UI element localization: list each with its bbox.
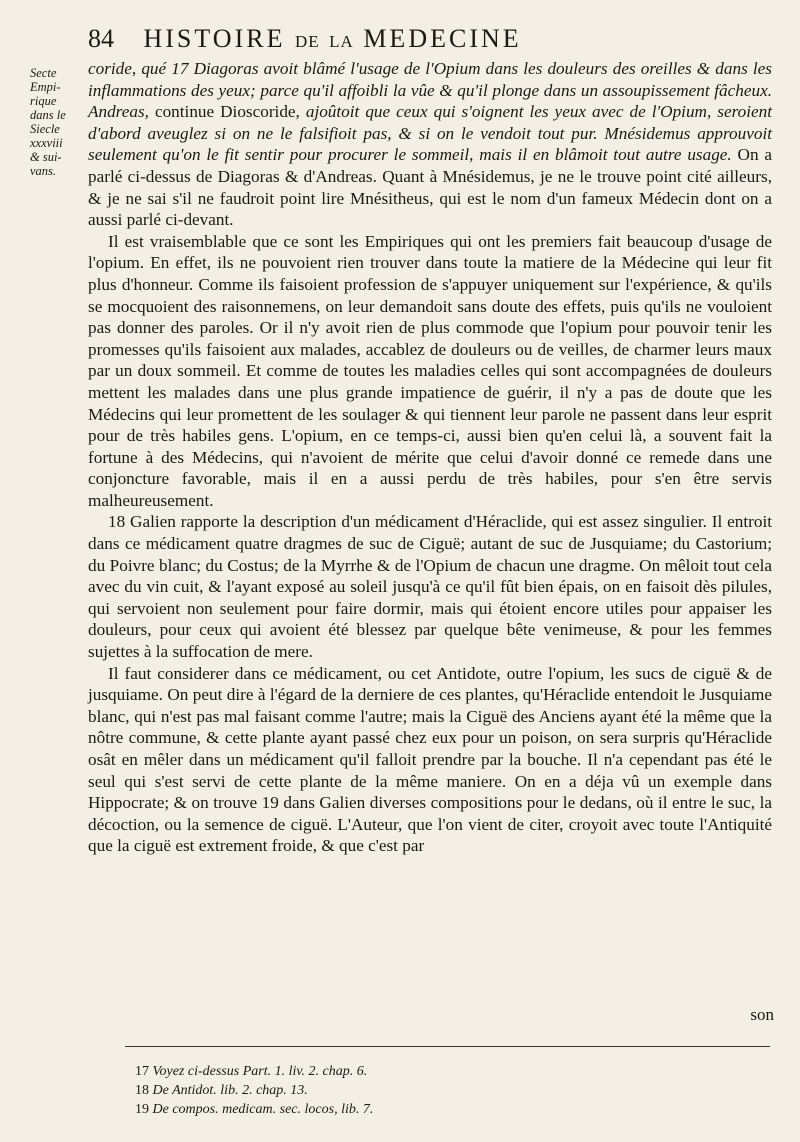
body-text — [88, 58, 772, 857]
header-title-word-2: DE — [294, 32, 320, 51]
page-number: 84 — [88, 24, 114, 53]
margin-note-line: Empi- — [30, 80, 61, 94]
margin-note-line: rique — [30, 94, 57, 108]
footnote-text: De compos. medicam. sec. locos, lib. 7. — [152, 1102, 374, 1117]
footnote-number: 18 — [135, 1083, 149, 1098]
quote-part-4: On a parlé ci-dessus de Diagoras & d'Andreas. Quant à Mnésidemus, je ne le trouve point cité ailleurs, & je ne sai s'il ne faudroit point lire Mnésitheus, qui est le nom d'un fameux Médecin dont on a aussi parlé ci-devant. — [88, 145, 773, 230]
footnote — [135, 1062, 755, 1081]
running-header — [88, 24, 748, 58]
paragraph-galien: 18 Galien rapporte la description d'un médicament d'Héraclide, qui est assez singulier. Il entroit dans ce médicament quatre dragmes de suc de Ciguë; autant de suc de Jusquiame; du Castorium; du Poivre blanc; du Costus; de la Myrrhe & de l'Opium de chacun une dragme. On mêloit tout cela avec du vin cuit, & l'ayant exposé au soleil jusqu'à ce qu'il fût bien épais, on en faisoit dès pilules, qui servoient non seulement pour faire dormir, mais qui étoient encore utiles pour appaiser les douleurs, pour ceux qui avoient été blessez par quelque bête venimeuse, & pour les femmes sujettes à la suffocation de mere. — [88, 512, 772, 662]
paragraph-antidote: Il faut considerer dans ce médicament, ou cet Antidote, outre l'opium, les sucs de ciguë & de jusquiame. On peut dire à l'égard de la derniere de ces plantes, qu'Héraclide entendoit le Jusquiame blanc, qui n'est pas mal faisant comme l'autre; mais la Ciguë des Anciens ayant été la même que la nôtre commune, & cette plante ayant passé chez eux pour un poison, on sera surpris qu'Héraclide osât en mêler dans un médicament qu'il falloit prendre par la bouche. Il n'a cependant pas été le seul qui s'est servi de cette plante de la même maniere. On en a déja vû un exemple dans Hippocrate; & on trouve 19 dans Galien diverses compositions pour le dedans, où il entre le suc, la décoction, ou la semence de ciguë. L'Auteur, que l'on vient de citer, croyoit avec toute l'Antiquité que la ciguë est extrement froide, & que c'est par — [88, 663, 772, 856]
footnotes — [135, 1062, 755, 1119]
margin-note-line: & sui- — [30, 150, 62, 164]
footnote — [135, 1081, 755, 1100]
footnote — [135, 1100, 755, 1119]
quote-part-1: coride, qué 17 Diagoras avoit blâmé l'usage de l'Opium dans les douleurs des oreilles & dans les inflammations des yeux; parce qu'il affoibli la vûe & qu'il plonge dans un assoupissement fâcheux. Andreas, — [88, 59, 772, 122]
margin-note-line: vans. — [30, 164, 57, 178]
catchword: son — [750, 1005, 774, 1024]
header-title-word-1: HISTOIRE — [143, 24, 286, 53]
footnote-number: 19 — [135, 1102, 149, 1117]
quote-part-2: continue Dioscoride, — [148, 102, 306, 122]
header-title-word-4: MEDECINE — [363, 24, 522, 53]
paragraph-empiriques: Il est vraisemblable que ce sont les Empiriques qui ont les premiers fait beaucoup d'usage de l'opium. En effet, ils ne pouvoient rien trouver dans toute la matiere de la Médecine qui leur fit plus d'honneur. Comme ils faisoient profession de s'appuyer uniquement sur l'expérience, & qu'ils se mocquoient des raisonnemens, on leur demandoit sans doute des effets, puis qu'ils ne vouloient pas donner des paroles. Or il n'y avoit rien de plus commode que l'opium pour pouvoir tenir les promesses qu'ils faisoient aux malades, accablez de douleurs ou de veilles, de charmer leurs maux par un doux sommeil. Et comme de toutes les maladies celles qui sont accompagnées de douleurs mettent les malades dans une plus grande impatience de guérir, il n'y a pas de doute que les Médecins qui leur promettent de les soulager & qui tiennent leur parole ne passent dans leur esprit pour de très habiles gens. L'opium, en ce temps-ci, aussi bien qu'en celui là, a souvent fait la fortune à des Médecins, qui n'avoient de mérite que celui d'avoir donné ce remede dans une conjoncture favorable, mais il en a aussi perdu de très habiles, pour s'en être servis malheureusement. — [88, 231, 772, 510]
margin-note-line: dans le — [30, 108, 66, 122]
margin-note-line: Secte — [30, 66, 57, 80]
footnote-number: 17 — [135, 1064, 149, 1079]
margin-note — [30, 66, 86, 178]
header-title-word-3: LA — [329, 32, 354, 51]
paragraph-quotation — [88, 58, 772, 231]
footnote-divider — [125, 1046, 770, 1047]
margin-note-line: Siecle — [30, 122, 60, 136]
footnote-text: De Antidot. lib. 2. chap. 13. — [152, 1083, 308, 1098]
footnote-text: Voyez ci-dessus Part. 1. liv. 2. chap. 6. — [152, 1064, 368, 1079]
quote-part-3: ajoûtoit que ceux qui s'oignent les yeux avec de l'Opium, seroient d'abord aveuglez si on ne le falsifioit pas, & si on le vendoit tout pur. Mnésidemus approuvoit seulement qu'on le fit sentir pour procurer le sommeil, mais il en blâmoit tout autre usage. — [88, 102, 772, 165]
margin-note-line: xxxviii — [30, 136, 63, 150]
